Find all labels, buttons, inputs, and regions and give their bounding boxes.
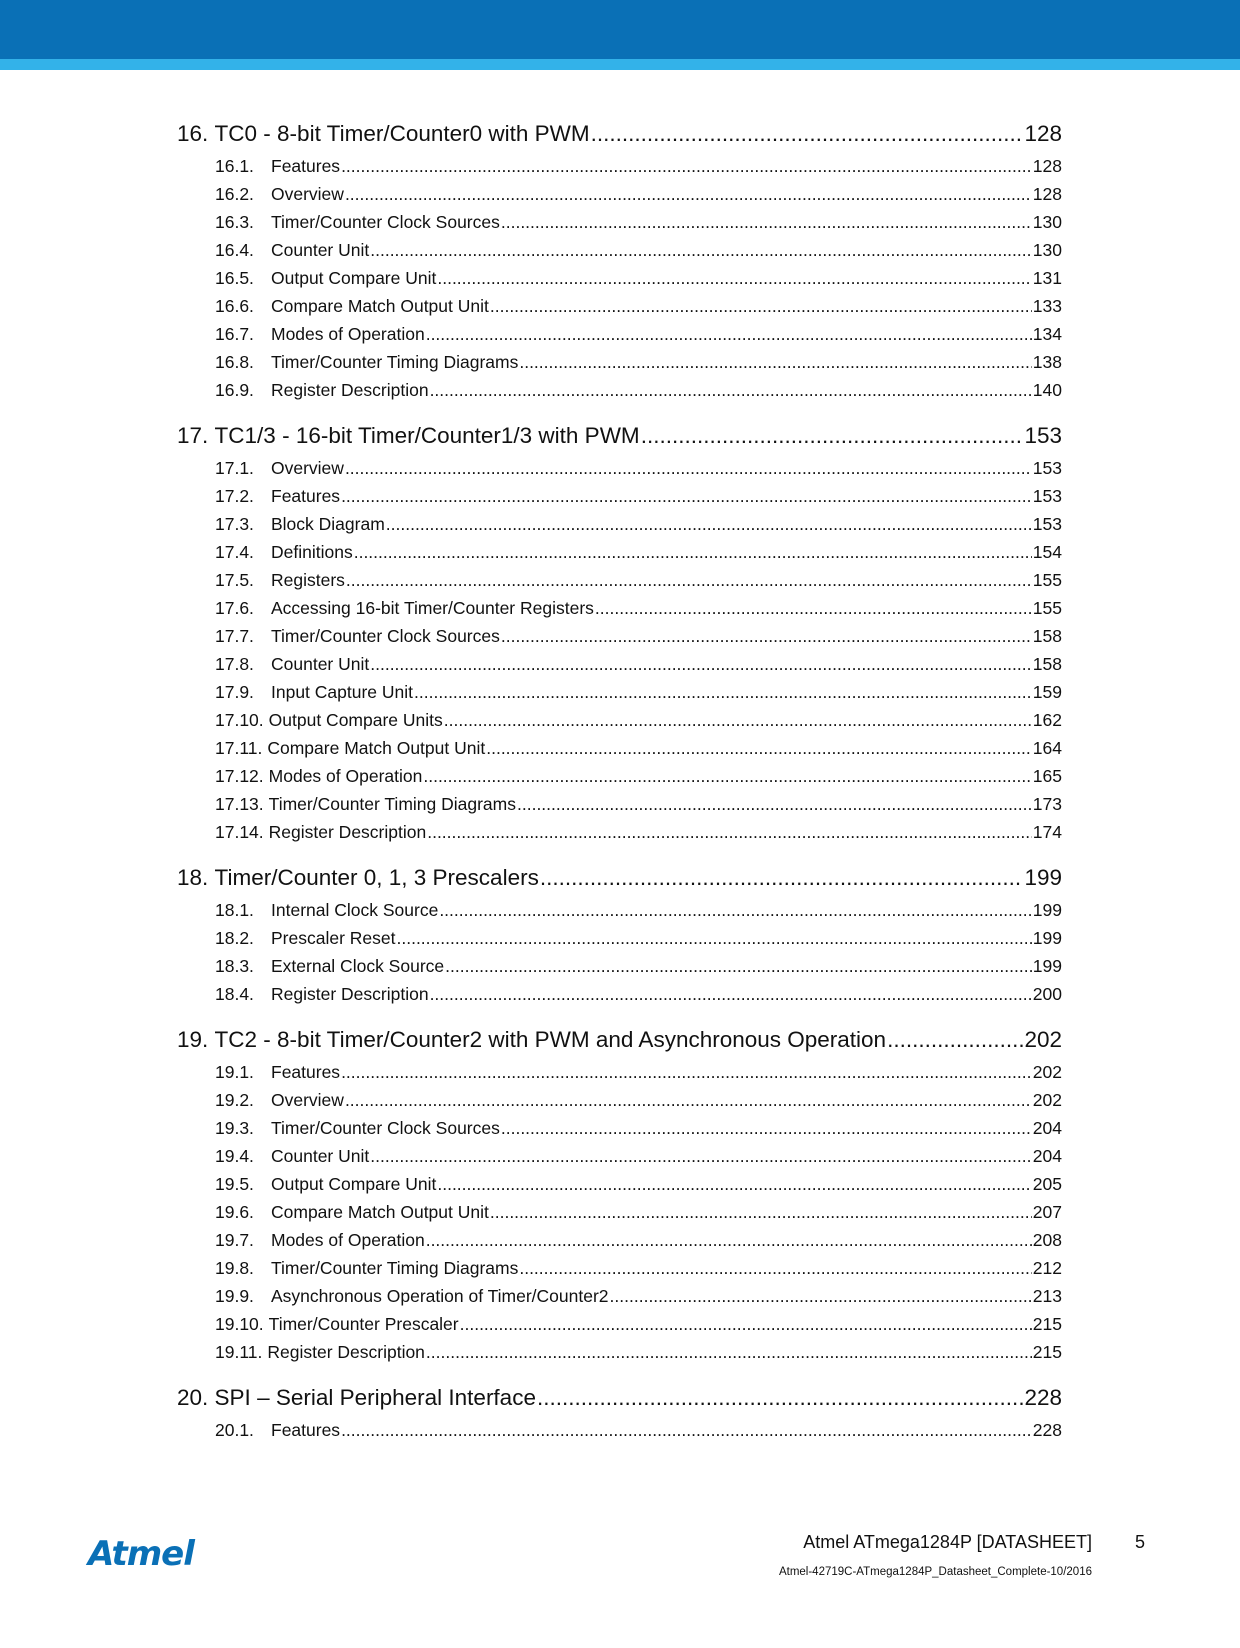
subsection-title: Overview [271,458,344,478]
chapter-number: 16. [177,121,209,146]
subsection-title: Output Compare Unit [271,268,437,288]
chapter-title: SPI – Serial Peripheral Interface [214,1385,536,1410]
subsection-number: 19.2. [215,1090,254,1110]
subsection-number: 16.6. [215,296,254,316]
subsection-title: Output Compare Unit [271,1174,437,1194]
subsection-page: 153 [1032,486,1062,506]
subsection-title: Counter Unit [271,654,370,674]
toc-subsection-entry[interactable] [177,264,1062,292]
subsection-number: 17.7. [215,626,254,646]
toc-section [177,859,1062,1008]
leader-dots [423,762,1031,790]
subsection-page: 228 [1032,1420,1062,1440]
subsection-title: Prescaler Reset [271,928,396,948]
subsection-number: 19.3. [215,1118,254,1138]
toc-section [177,1379,1062,1444]
leader-dots [439,896,1031,924]
leader-dots [370,650,1032,678]
subsection-page: 204 [1032,1146,1062,1166]
subsection-title: Internal Clock Source [271,900,439,920]
subsection-title: Accessing 16-bit Timer/Counter Registers [271,598,594,618]
toc-subsection-entry[interactable] [177,538,1062,566]
toc-subsection-entry[interactable] [177,762,1062,790]
subsection-title: Modes of Operation [271,1230,425,1250]
toc-subsection-entry[interactable] [177,1170,1062,1198]
leader-dots [540,859,1024,896]
subsection-title: Timer/Counter Clock Sources [271,1118,500,1138]
chapter-page: 202 [1024,1027,1062,1052]
leader-dots [426,320,1032,348]
subsection-number: 17.4. [215,542,254,562]
subsection-title: Features [271,156,341,176]
subsection-page: 153 [1032,458,1062,478]
subsection-page: 212 [1032,1258,1062,1278]
chapter-number: 17. [177,423,209,448]
subsection-number: 17.13. [215,794,264,814]
leader-dots [486,734,1032,762]
subsection-title: Timer/Counter Timing Diagrams [271,1258,519,1278]
leader-dots [445,952,1032,980]
subsection-number: 19.7. [215,1230,254,1250]
subsection-title: Timer/Counter Timing Diagrams [268,794,516,814]
subsection-page: 174 [1032,822,1062,842]
toc-subsection-entry[interactable] [177,896,1062,924]
leader-dots [341,1058,1032,1086]
toc-chapter-entry[interactable] [177,1379,1062,1416]
toc-subsection-entry[interactable] [177,348,1062,376]
chapter-page: 199 [1024,865,1062,890]
subsection-number: 17.8. [215,654,254,674]
toc-subsection-entry[interactable] [177,320,1062,348]
subsection-number: 16.5. [215,268,254,288]
subsection-title: Features [271,1062,341,1082]
chapter-title: Timer/Counter 0, 1, 3 Prescalers [214,865,539,890]
toc-subsection-entry[interactable] [177,952,1062,980]
toc-subsection-entry[interactable] [177,790,1062,818]
leader-dots [501,208,1032,236]
leader-dots [517,790,1032,818]
leader-dots [341,1416,1032,1444]
toc-subsection-entry[interactable] [177,1338,1062,1366]
subsection-title: Output Compare Units [268,710,443,730]
toc-subsection-entry[interactable] [177,510,1062,538]
subsection-page: 138 [1032,352,1062,372]
leader-dots [437,264,1031,292]
subsection-title: Counter Unit [271,240,370,260]
page-number: 5 [1134,1532,1145,1552]
leader-dots [341,482,1032,510]
toc-subsection-entry[interactable] [177,566,1062,594]
toc-subsection-entry[interactable] [177,924,1062,952]
subsection-page: 130 [1032,212,1062,232]
leader-dots [345,180,1032,208]
subsection-title: Register Description [271,984,429,1004]
subsection-number: 16.2. [215,184,254,204]
toc-subsection-entry[interactable] [177,236,1062,264]
subsection-title: Timer/Counter Timing Diagrams [271,352,519,372]
toc-subsection-entry[interactable] [177,1254,1062,1282]
leader-dots [426,1226,1032,1254]
leader-dots [490,292,1032,320]
document-id: Atmel-42719C-ATmega1284P_Datasheet_Complete-10/2016 [778,1566,1092,1578]
subsection-number: 16.1. [215,156,254,176]
toc-subsection-entry[interactable] [177,650,1062,678]
subsection-title: Timer/Counter Clock Sources [271,626,500,646]
subsection-page: 202 [1032,1062,1062,1082]
leader-dots [537,1379,1023,1416]
subsection-title: Block Diagram [271,514,385,534]
atmel-logo: Atmel [88,1534,194,1574]
subsection-title: Modes of Operation [268,766,423,786]
subsection-page: 162 [1032,710,1062,730]
chapter-number: 18. [177,865,209,890]
subsection-title: Counter Unit [271,1146,370,1166]
subsection-page: 208 [1032,1230,1062,1250]
subsection-page: 205 [1032,1174,1062,1194]
leader-dots [370,1142,1032,1170]
document-title: Atmel ATmega1284P [DATASHEET] [803,1532,1092,1552]
subsection-title: Compare Match Output Unit [267,738,486,758]
subsection-number: 17.12. [215,766,264,786]
toc-subsection-entry[interactable] [177,1282,1062,1310]
subsection-title: Modes of Operation [271,324,425,344]
toc-subsection-entry[interactable] [177,208,1062,236]
leader-dots [501,1114,1032,1142]
subsection-title: External Clock Source [271,956,445,976]
subsection-page: 165 [1032,766,1062,786]
leader-dots [460,1310,1032,1338]
subsection-page: 130 [1032,240,1062,260]
subsection-title: Register Description [267,1342,425,1362]
subsection-title: Registers [271,570,345,590]
leader-dots [490,1198,1032,1226]
leader-dots [519,1254,1031,1282]
subsection-number: 19.8. [215,1258,254,1278]
chapter-page: 128 [1024,121,1062,146]
subsection-page: 158 [1032,626,1062,646]
leader-dots [341,152,1032,180]
subsection-number: 16.9. [215,380,254,400]
toc-subsection-entry[interactable] [177,1416,1062,1444]
subsection-page: 155 [1032,570,1062,590]
leader-dots [426,1338,1032,1366]
leader-dots [610,1282,1032,1310]
toc-subsection-entry[interactable] [177,454,1062,482]
subsection-title: Register Description [271,380,429,400]
subsection-number: 19.11. [215,1342,263,1362]
toc-chapter-entry[interactable] [177,115,1062,152]
toc-subsection-entry[interactable] [177,1086,1062,1114]
subsection-number: 18.3. [215,956,254,976]
toc-subsection-entry[interactable] [177,1226,1062,1254]
subsection-title: Features [271,486,341,506]
subsection-title: Compare Match Output Unit [271,1202,489,1222]
chapter-number: 20. [177,1385,209,1410]
subsection-number: 19.6. [215,1202,254,1222]
subsection-number: 18.4. [215,984,254,1004]
subsection-number: 19.10. [215,1314,264,1334]
toc-subsection-entry[interactable] [177,1310,1062,1338]
leader-dots [501,622,1032,650]
subsection-number: 17.14. [215,822,264,842]
toc-subsection-entry[interactable] [177,180,1062,208]
leader-dots [397,924,1032,952]
toc-subsection-entry[interactable] [177,678,1062,706]
chapter-page: 153 [1024,423,1062,448]
subsection-page: 154 [1032,542,1062,562]
toc-subsection-entry[interactable] [177,1058,1062,1086]
chapter-title: TC0 - 8-bit Timer/Counter0 with PWM [214,121,590,146]
leader-dots [345,454,1032,482]
subsection-page: 215 [1032,1314,1062,1334]
subsection-page: 199 [1032,900,1062,920]
subsection-page: 207 [1032,1202,1062,1222]
leader-dots [887,1021,1023,1058]
chapter-title: TC1/3 - 16-bit Timer/Counter1/3 with PWM [214,423,640,448]
toc-subsection-entry[interactable] [177,594,1062,622]
toc-section [177,1021,1062,1366]
subsection-number: 16.8. [215,352,254,372]
subsection-number: 18.1. [215,900,254,920]
subsection-title: Features [271,1420,341,1440]
leader-dots [427,818,1032,846]
subsection-page: 164 [1032,738,1062,758]
subsection-page: 133 [1032,296,1062,316]
subsection-number: 19.4. [215,1146,254,1166]
subsection-number: 16.3. [215,212,254,232]
subsection-page: 158 [1032,654,1062,674]
toc-subsection-entry[interactable] [177,980,1062,1008]
subsection-title: Timer/Counter Clock Sources [271,212,500,232]
toc-section [177,115,1062,404]
leader-dots [595,594,1032,622]
subsection-title: Register Description [268,822,427,842]
subsection-title: Timer/Counter Prescaler [268,1314,459,1334]
leader-dots [345,1086,1032,1114]
subsection-title: Overview [271,1090,344,1110]
leader-dots [414,678,1032,706]
subsection-page: 215 [1032,1342,1062,1362]
subsection-page: 213 [1032,1286,1062,1306]
toc-section [177,417,1062,846]
leader-dots [444,706,1032,734]
subsection-number: 17.5. [215,570,254,590]
subsection-number: 16.7. [215,324,254,344]
leader-dots [519,348,1031,376]
toc-subsection-entry[interactable] [177,1142,1062,1170]
subsection-number: 17.9. [215,682,254,702]
chapter-title: TC2 - 8-bit Timer/Counter2 with PWM and Asynchronous Operation [214,1027,887,1052]
subsection-page: 173 [1032,794,1062,814]
leader-dots [641,417,1024,454]
leader-dots [430,980,1032,1008]
toc-chapter-entry[interactable] [177,417,1062,454]
subsection-title: Overview [271,184,344,204]
leader-dots [430,376,1032,404]
toc-subsection-entry[interactable] [177,152,1062,180]
leader-dots [354,538,1032,566]
subsection-number: 17.10. [215,710,264,730]
subsection-title: Definitions [271,542,353,562]
toc-subsection-entry[interactable] [177,1198,1062,1226]
chapter-number: 19. [177,1027,209,1052]
toc-subsection-entry[interactable] [177,1114,1062,1142]
subsection-page: 204 [1032,1118,1062,1138]
subsection-title: Compare Match Output Unit [271,296,489,316]
header-stripe [0,59,1240,70]
leader-dots [437,1170,1031,1198]
subsection-number: 17.6. [215,598,254,618]
table-of-contents [177,115,1062,1457]
toc-subsection-entry[interactable] [177,622,1062,650]
subsection-page: 200 [1032,984,1062,1004]
subsection-title: Asynchronous Operation of Timer/Counter2 [271,1286,609,1306]
toc-chapter-entry[interactable] [177,1021,1062,1058]
chapter-page: 228 [1024,1385,1062,1410]
subsection-page: 140 [1032,380,1062,400]
toc-chapter-entry[interactable] [177,859,1062,896]
subsection-page: 153 [1032,514,1062,534]
subsection-page: 128 [1032,184,1062,204]
toc-subsection-entry[interactable] [177,818,1062,846]
subsection-title: Input Capture Unit [271,682,414,702]
subsection-page: 159 [1032,682,1062,702]
leader-dots [370,236,1032,264]
subsection-page: 202 [1032,1090,1062,1110]
subsection-number: 18.2. [215,928,254,948]
subsection-number: 17.2. [215,486,254,506]
subsection-number: 19.9. [215,1286,254,1306]
toc-subsection-entry[interactable] [177,292,1062,320]
toc-subsection-entry[interactable] [177,376,1062,404]
subsection-page: 199 [1032,956,1062,976]
subsection-page: 199 [1032,928,1062,948]
subsection-number: 20.1. [215,1420,254,1440]
leader-dots [346,566,1032,594]
subsection-number: 19.1. [215,1062,254,1082]
toc-subsection-entry[interactable] [177,734,1062,762]
subsection-number: 16.4. [215,240,254,260]
subsection-number: 17.1. [215,458,254,478]
leader-dots [591,115,1024,152]
subsection-page: 134 [1032,324,1062,344]
leader-dots [386,510,1032,538]
subsection-number: 17.3. [215,514,254,534]
subsection-page: 128 [1032,156,1062,176]
toc-subsection-entry[interactable] [177,482,1062,510]
subsection-number: 19.5. [215,1174,254,1194]
subsection-page: 131 [1032,268,1062,288]
subsection-number: 17.11. [215,738,263,758]
subsection-page: 155 [1032,598,1062,618]
toc-subsection-entry[interactable] [177,706,1062,734]
